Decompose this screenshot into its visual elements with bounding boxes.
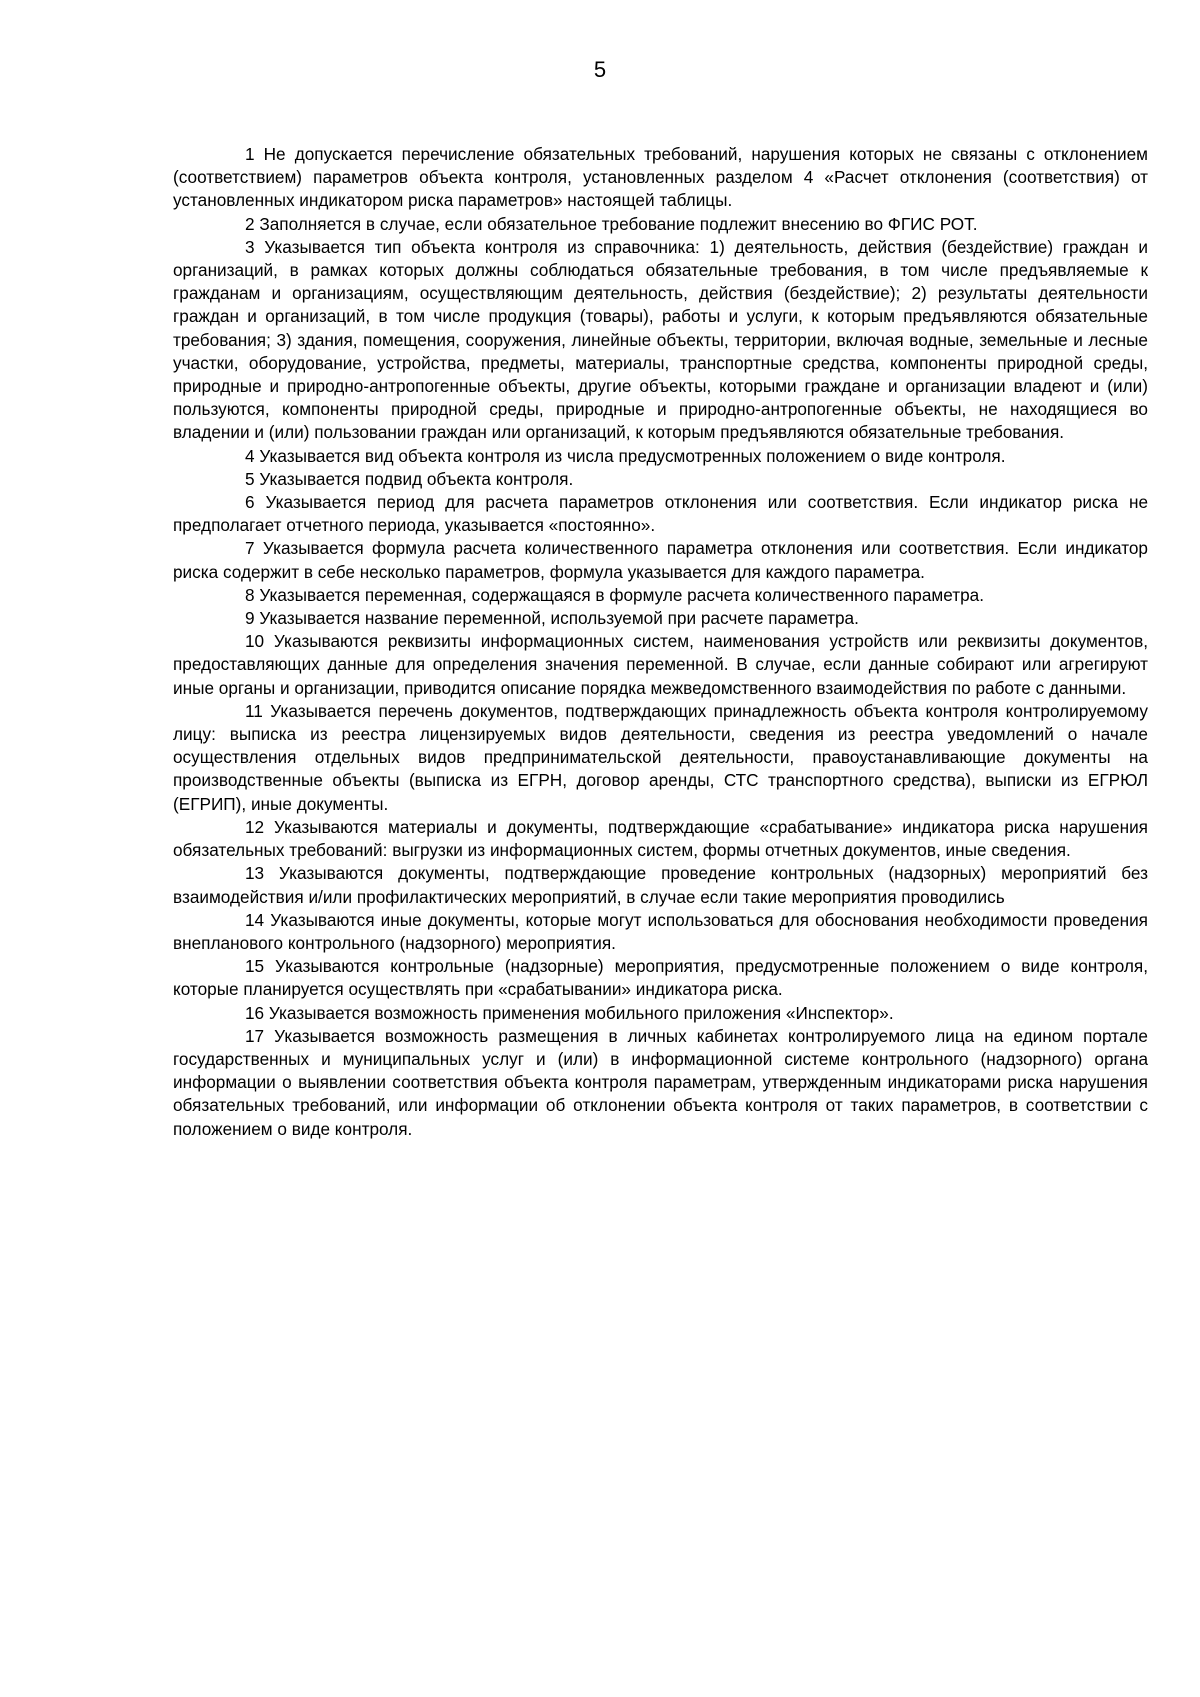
- footnote-14: 14 Указываются иные документы, которые могут использоваться для обоснования необходимости проведения внепланового контрольного (надзорного) мероприятия.: [173, 909, 1148, 953]
- footnote-6: 6 Указывается период для расчета параметров отклонения или соответствия. Если индикатор риска не предполагает отчетного периода, указывается «постоянно».: [173, 492, 1148, 536]
- footnote-10: 10 Указываются реквизиты информационных систем, наименования устройств или реквизиты документов, предоставляющих данные для определения значения переменной. В случае, если данные собирают или агрегируют иные органы и организации, приводится описание порядка межведомственного взаимодействия по работе с данными.: [173, 631, 1148, 698]
- footnote-15: 15 Указываются контрольные (надзорные) мероприятия, предусмотренные положением о виде контроля, которые планируется осуществлять при «срабатывании» индикатора риска.: [173, 956, 1148, 1000]
- footnote-1: 1 Не допускается перечисление обязательных требований, нарушения которых не связаны с отклонением (соответствием) параметров объекта контроля, установленных разделом 4 «Расчет отклонения (соответствия) от установленных индикатором риска параметров» настоящей таблицы.: [173, 144, 1148, 211]
- footnote-13: 13 Указываются документы, подтверждающие проведение контрольных (надзорных) мероприятий без взаимодействия и/или профилактических мероприятий, в случае если такие мероприятия проводились: [173, 863, 1148, 907]
- footnote-17: 17 Указывается возможность размещения в личных кабинетах контролируемого лица на едином портале государственных и муниципальных услуг и (или) в информационной системе контрольного (надзорного) органа информации о выявлении соответствия объекта контроля параметрам, утвержденным индикаторами риска нарушения обязательных требований, или информации об отклонении объекта контроля от таких параметров, в соответствии с положением о виде контроля.: [173, 1025, 1148, 1139]
- footnote-16: 16 Указывается возможность применения мобильного приложения «Инспектор».: [245, 1002, 894, 1023]
- footnote-4: 4 Указывается вид объекта контроля из числа предусмотренных положением о виде контроля.: [245, 445, 1006, 466]
- footnotes-list: [173, 143, 1148, 1141]
- footnote-8: 8 Указывается переменная, содержащаяся в формуле расчета количественного параметра.: [245, 584, 984, 605]
- footnote-7: 7 Указывается формула расчета количественного параметра отклонения или соответствия. Если индикатор риска содержит в себе несколько параметров, формула указывается для каждого параметра.: [173, 538, 1148, 582]
- footnote-3: 3 Указывается тип объекта контроля из справочника: 1) деятельность, действия (бездействие) граждан и организаций, в рамках которых должны соблюдаться обязательные требования, в том числе предъявляемые к гражданам и организациям, осуществляющим деятельность, действия (бездействие); 2) результаты деятельности граждан и организаций, в том числе продукция (товары), работы и услуги, к которым предъявляются обязательные требования; 3) здания, помещения, сооружения, линейные объекты, территории, включая водные, земельные и лесные участки, оборудование, устройства, предметы, материалы, транспортные средства, компоненты природной среды, природные и природно-антропогенные объекты, другие объекты, которыми граждане и организации владеют и (или) пользуются, компоненты природной среды, природные и природно-антропогенные объекты, не находящиеся во владении и (или) пользовании граждан или организаций, к которым предъявляются обязательные требования.: [173, 236, 1148, 443]
- footnote-9: 9 Указывается название переменной, используемой при расчете параметра.: [245, 608, 859, 629]
- footnote-5: 5 Указывается подвид объекта контроля.: [245, 468, 574, 489]
- page-number: 5: [593, 57, 607, 82]
- footnote-11: 11 Указывается перечень документов, подтверждающих принадлежность объекта контроля контролируемому лицу: выписка из реестра лицензируемых видов деятельности, сведения из реестра уведомлений о начале осуществления отдельных видов предпринимательской деятельности, правоустанавливающие документы на производственные объекты (выписка из ЕГРН, договор аренды, СТС транспортного средства), выписки из ЕГРЮЛ (ЕГРИП), иные документы.: [173, 700, 1148, 814]
- footnote-2: 2 Заполняется в случае, если обязательное требование подлежит внесению во ФГИС РОТ.: [245, 213, 978, 234]
- footnote-12: 12 Указываются материалы и документы, подтверждающие «срабатывание» индикатора риска нарушения обязательных требований: выгрузки из информационных систем, формы отчетных документов, иные сведения.: [173, 816, 1148, 861]
